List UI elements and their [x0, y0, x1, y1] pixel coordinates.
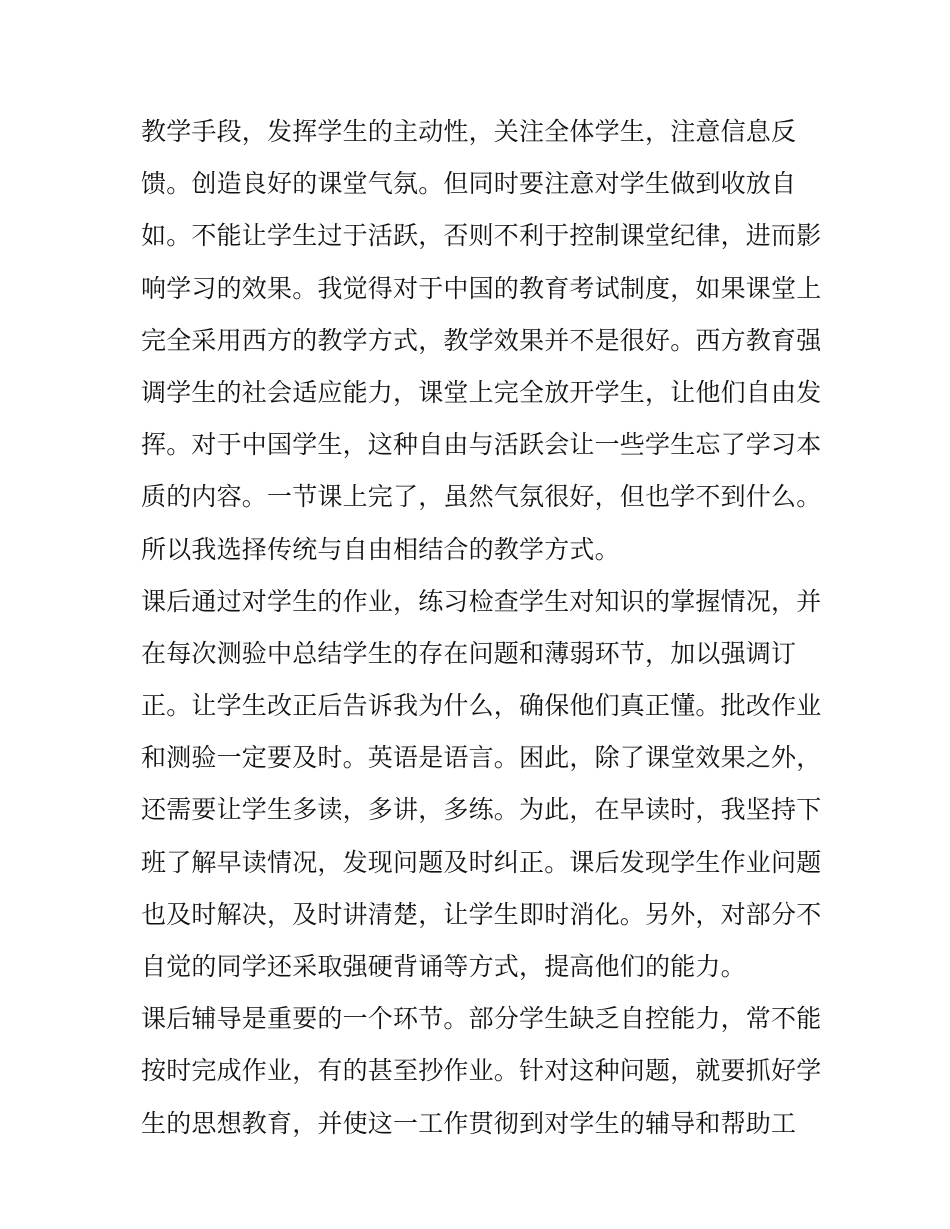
text-line: 生的思想教育，并使这一工作贯彻到对学生的辅导和帮助工	[141, 1108, 797, 1138]
text-line: 调学生的社会适应能力，课堂上完全放开学生，让他们自由发	[141, 377, 822, 407]
text-line: 自觉的同学还采取强硬背诵等方式，提高他们的能力。	[141, 952, 746, 981]
text-line: 馈。创造良好的课堂气氛。但同时要注意对学生做到收放自	[141, 169, 797, 199]
text-line: 完全采用西方的教学方式，教学效果并不是很好。西方教育强	[141, 325, 822, 355]
text-line: 如。不能让学生过于活跃，否则不利于控制课堂纪律，进而影	[141, 221, 822, 251]
text-line: 课后辅导是重要的一个环节。部分学生缺乏自控能力，常不能	[141, 1004, 822, 1034]
text-line: 和测验一定要及时。英语是语言。困此，除了课堂效果之外，	[141, 743, 822, 773]
text-line: 质的内容。一节课上完了，虽然气氛很好，但也学不到什么。	[141, 482, 822, 512]
text-line: 在每次测验中总结学生的存在问题和薄弱环节，加以强调订	[141, 638, 797, 668]
text-line: 班了解早读情况，发现问题及时纠正。课后发现学生作业问题	[141, 847, 822, 877]
body-text	[141, 106, 821, 1150]
text-line: 课后通过对学生的作业，练习检查学生对知识的掌握情况，并	[141, 586, 822, 616]
text-line: 响学习的效果。我觉得对于中国的教育考试制度，如果课堂上	[141, 273, 822, 303]
text-line: 按时完成作业，有的甚至抄作业。针对这种问题，就要抓好学	[141, 1056, 822, 1086]
text-line: 正。让学生改正后告诉我为什么，确保他们真正懂。批改作业	[141, 691, 822, 721]
text-line: 也及时解决，及时讲清楚，让学生即时消化。另外，对部分不	[141, 899, 822, 929]
text-line: 还需要让学生多读，多讲，多练。为此，在早读时，我坚持下	[141, 795, 822, 825]
text-line: 挥。对于中国学生，这种自由与活跃会让一些学生忘了学习本	[141, 430, 822, 460]
text-line: 所以我选择传统与自由相结合的教学方式。	[141, 534, 620, 564]
text-line: 教学手段，发挥学生的主动性，关注全体学生，注意信息反	[141, 117, 797, 146]
